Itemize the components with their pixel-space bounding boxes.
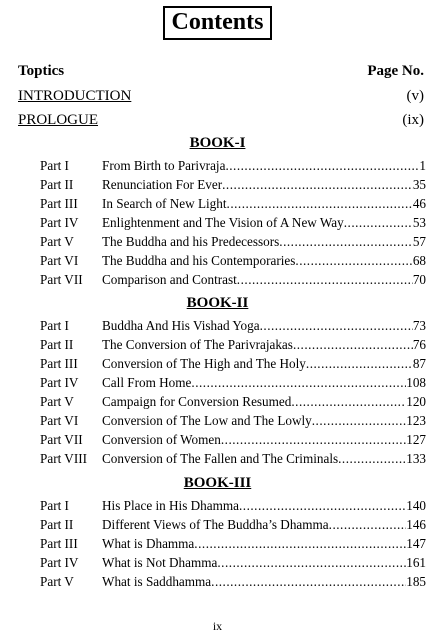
dot-leader [279,233,413,251]
part-page: 57 [412,234,426,249]
toc-row[interactable] [40,336,426,354]
dot-leader [221,431,406,449]
part-label: Part I [40,158,69,173]
part-page: 146 [406,517,426,532]
toc-row[interactable] [40,214,426,232]
part-title[interactable]: Enlightenment and The Vision of A New Way [102,215,344,230]
part-title[interactable]: The Buddha and his Predecessors [102,234,280,249]
dot-leader [239,497,406,515]
toc-row[interactable] [40,157,426,175]
part-page: 68 [412,253,426,268]
part-label: Part IV [40,555,79,570]
dot-leader [260,317,413,335]
part-page: 46 [412,196,426,211]
part-title[interactable]: What is Not Dhamma [102,555,218,570]
toc-row[interactable] [40,176,426,194]
book-heading: BOOK-III [183,475,252,491]
part-title[interactable]: Campaign for Conversion Resumed [102,394,292,409]
part-page: 87 [412,356,426,371]
entry-title[interactable]: PROLOGUE [18,112,99,128]
part-label: Part III [40,196,78,211]
toc-row[interactable] [40,516,426,534]
toc-row[interactable] [40,374,426,392]
part-title[interactable]: Comparison and Contrast [102,272,237,287]
part-title[interactable]: Call From Home [102,375,192,390]
part-label: Part VII [40,272,83,287]
part-label: Part V [40,574,74,589]
toc-row[interactable] [40,431,426,449]
toc-row[interactable] [40,393,426,411]
toc-row[interactable] [40,412,426,430]
part-label: Part II [40,177,74,192]
toc-row[interactable] [40,317,426,335]
part-label: Part II [40,337,74,352]
part-label: Part II [40,517,74,532]
part-page: 147 [406,536,426,551]
dot-leader [225,157,419,175]
entry-title[interactable]: INTRODUCTION [18,88,132,104]
part-title[interactable]: What is Saddhamma [102,574,212,589]
part-title[interactable]: Conversion of The Fallen and The Criminals [102,451,339,466]
part-title[interactable]: His Place in His Dhamma [102,498,239,513]
dot-leader [222,176,413,194]
part-label: Part I [40,498,69,513]
part-label: Part VI [40,413,79,428]
part-label: Part IV [40,375,79,390]
part-page: 35 [412,177,426,192]
part-title[interactable]: Conversion of Women [102,432,221,447]
book-heading: BOOK-II [186,295,249,311]
part-page: 123 [406,413,426,428]
toc-row[interactable] [40,195,426,213]
entry-page: (v) [406,88,424,104]
part-title[interactable]: What is Dhamma [102,536,195,551]
part-page: 161 [406,555,426,570]
toc-row[interactable] [40,233,426,251]
part-page: 73 [412,318,426,333]
part-page: 140 [406,498,426,513]
part-title[interactable]: From Birth to Parivraja [102,158,226,173]
dot-leader [344,214,413,232]
dot-leader [194,535,406,553]
toc-row[interactable] [40,252,426,270]
part-label: Part VIII [40,451,87,466]
part-page: 120 [406,394,426,409]
part-label: Part IV [40,215,79,230]
part-label: Part VII [40,432,83,447]
dot-leader [191,374,406,392]
dot-leader [227,195,413,213]
part-title[interactable]: Renunciation For Ever [102,177,223,192]
dot-leader [329,516,407,534]
part-label: Part III [40,536,78,551]
dot-leader [291,393,406,411]
part-page: 133 [406,451,426,466]
part-title[interactable]: The Conversion of The Parivrajakas [102,337,293,352]
part-page: 185 [406,574,426,589]
part-title[interactable]: Conversion of The High and The Holy [102,356,306,371]
part-page: 127 [406,432,426,447]
part-label: Part VI [40,253,79,268]
part-label: Part V [40,234,74,249]
page-column-label: Page No. [367,63,424,79]
dot-leader [211,573,406,591]
dot-leader [312,412,406,430]
topics-column-label: Toptics [18,63,65,79]
toc-row[interactable] [40,573,426,591]
dot-leader [293,336,413,354]
page-title: Contents [163,6,271,40]
part-page: 1 [419,158,426,173]
dot-leader [295,252,412,270]
dot-leader [237,271,413,289]
toc-row[interactable] [40,355,426,373]
part-label: Part I [40,318,69,333]
part-title[interactable]: In Search of New Light [102,196,227,211]
part-title[interactable]: Conversion of The Low and The Lowly [102,413,312,428]
part-title[interactable]: The Buddha and his Contemporaries [102,253,296,268]
part-label: Part V [40,394,74,409]
title-wrap [0,6,435,40]
entry-page: (ix) [402,112,424,128]
page-number: ix [212,619,223,633]
part-title[interactable]: Different Views of The Buddha’s Dhamma [102,517,329,532]
part-page: 108 [406,375,426,390]
part-title[interactable]: Buddha And His Vishad Yoga [102,318,260,333]
toc-row[interactable] [40,535,426,553]
dot-leader [306,355,413,373]
toc-row[interactable] [40,271,426,289]
part-page: 53 [412,215,426,230]
part-label: Part III [40,356,78,371]
toc-row[interactable] [40,450,426,468]
part-page: 70 [412,272,426,287]
book-heading: BOOK-I [189,135,246,151]
dot-leader [338,450,406,468]
dot-leader [217,554,406,572]
toc-row[interactable] [40,554,426,572]
toc-row[interactable] [40,497,426,515]
part-page: 76 [412,337,426,352]
